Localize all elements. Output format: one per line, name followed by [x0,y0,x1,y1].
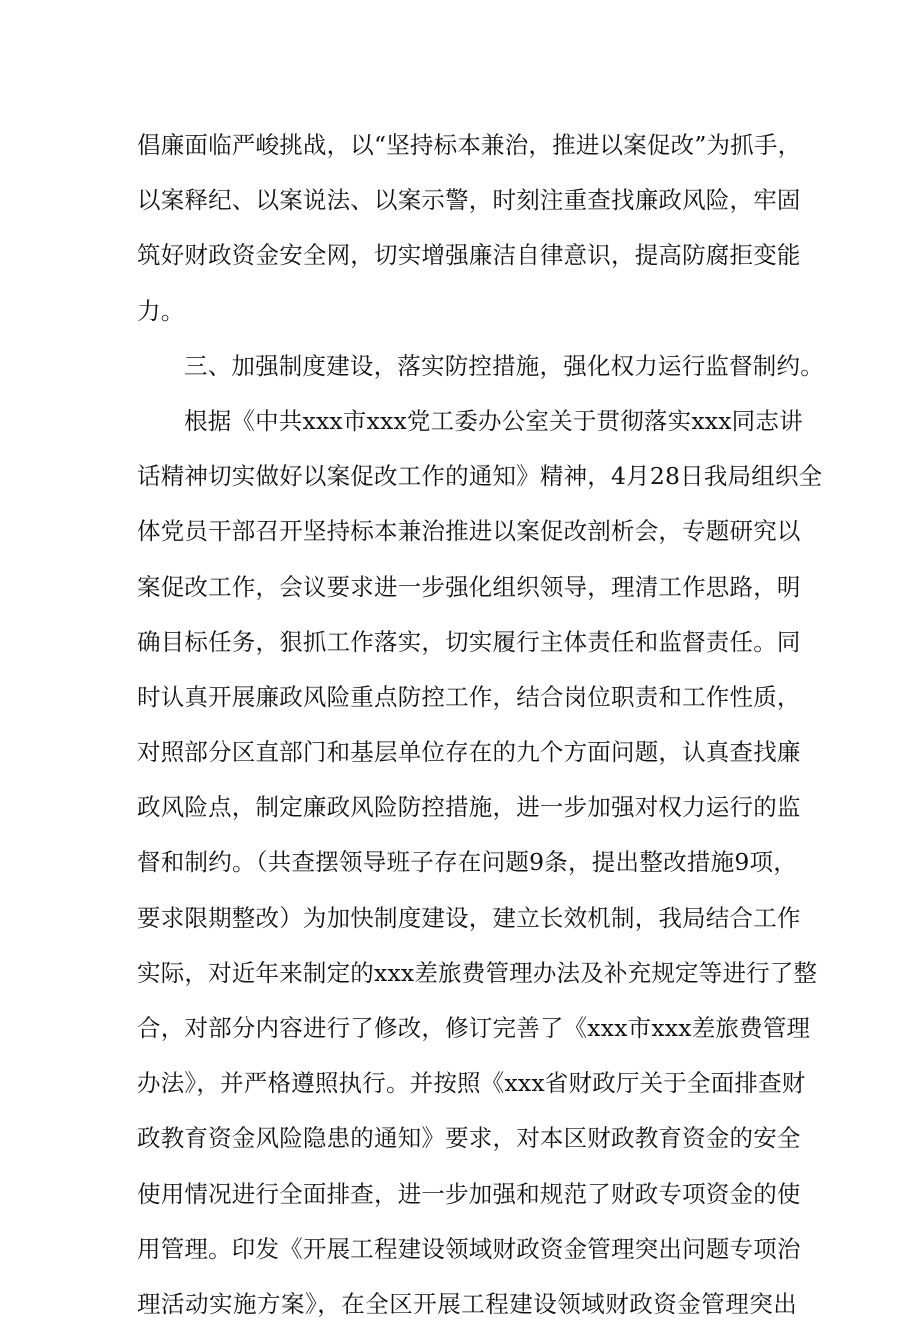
text-line: 政教育资金风险隐患的通知》要求，对本区财政教育资金的安全 [137,1124,801,1153]
text-line: 用管理。印发《开展工程建设领域财政资金管理突出问题专项治 [137,1234,801,1263]
text-line: 办法》，并严格遵照执行。并按照《xxx省财政厅关于全面排查财 [137,1069,806,1098]
text-line: 实际，对近年来制定的xxx差旅费管理办法及补充规定等进行了整 [137,958,818,987]
text-line: 使用情况进行全面排查，进一步加强和规范了财政专项资金的使 [137,1179,801,1208]
text-line: 体党员干部召开坚持标本兼治推进以案促改剖析会，专题研究以 [137,517,801,546]
document-body-text [137,118,824,1332]
text-line: 倡廉面临严峻挑战，以“坚持标本兼治，推进以案促改”为抓手， [137,131,802,159]
text-line: 对照部分区直部门和基层单位存在的九个方面问题，认真查找廉 [137,738,801,767]
paragraph-start-line: 根据《中共xxx市xxx党工委办公室关于贯彻落实xxx同志讲 [184,406,803,435]
text-line: 话精神切实做好以案促改工作的通知》精神，4月28日我局组织全 [137,462,823,491]
text-line: 案促改工作，会议要求进一步强化组织领导，理清工作思路，明 [137,572,801,601]
text-line: 督和制约。（共查摆领导班子存在问题9条，提出整改措施9项， [137,848,797,877]
text-line: 要求限期整改）为加快制度建设，建立长效机制，我局结合工作 [137,903,801,932]
text-line: 筑好财政资金安全网，切实增强廉洁自律意识，提高防腐拒变能 [137,241,801,270]
text-line: 政风险点，制定廉政风险防控措施，进一步加强对权力运行的监 [137,793,801,822]
section-heading: 三、加强制度建设，落实防控措施，强化权力运行监督制约。 [184,351,824,380]
text-line: 以案释纪、以案说法、以案示警，时刻注重查找廉政风险，牢固 [137,186,801,215]
text-line: 时认真开展廉政风险重点防控工作，结合岗位职责和工作性质， [137,682,801,711]
text-line: 理活动实施方案》，在全区开展工程建设领域财政资金管理突出 [137,1289,797,1318]
text-line: 力。 [137,296,185,325]
text-line: 确目标任务，狠抓工作落实，切实履行主体责任和监督责任。同 [137,627,801,656]
text-line: 合，对部分内容进行了修改，修订完善了《xxx市xxx差旅费管理 [137,1014,811,1042]
